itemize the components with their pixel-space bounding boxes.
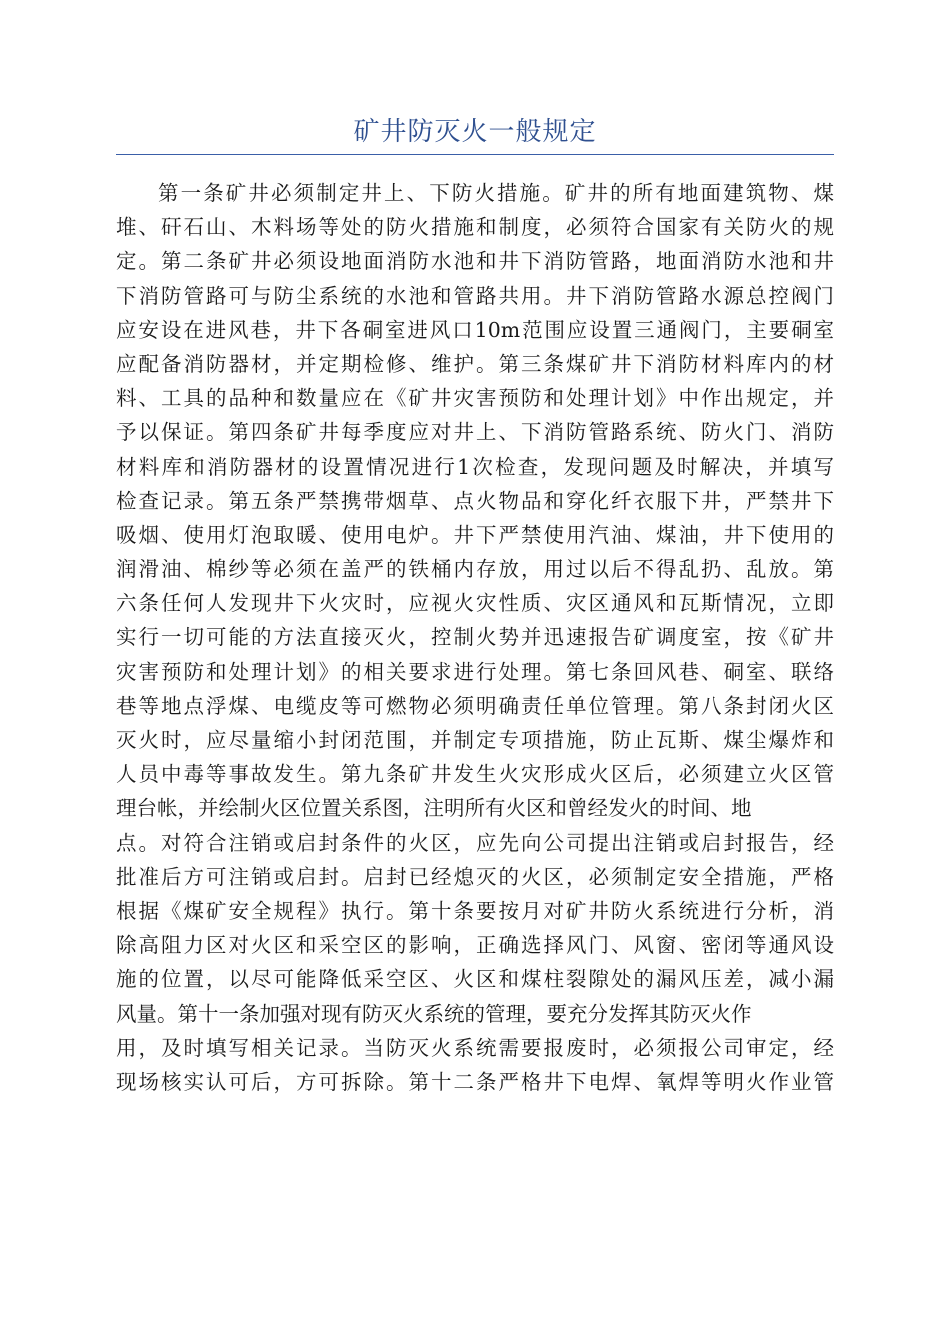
body-line: 人员中毒等事故发生。第九条矿井发生火灾形成火区后，必须建立火区管 (116, 762, 834, 787)
title-underline (116, 154, 834, 155)
body-line: 灭火时，应尽量缩小封闭范围，并制定专项措施，防止瓦斯、煤尘爆炸和 (116, 728, 834, 752)
body-line: 下消防管路可与防尘系统的水池和管路共用。井下消防管路水源总控阀门 (116, 283, 834, 308)
body-line: 应配备消防器材，并定期检修、维护。第三条煤矿井下消防材料库内的材 (116, 351, 834, 376)
body-line: 料、工具的品种和数量应在《矿井灾害预防和处理计划》中作出规定，并 (116, 386, 834, 411)
body-line: 检查记录。第五条严禁携带烟草、点火物品和穿化纤衣服下井，严禁井下 (116, 488, 834, 513)
body-line: 灾害预防和处理计划》的相关要求进行处理。第七条回风巷、硐室、联络 (116, 659, 834, 684)
body-line: 风量。第十一条加强对现有防灭火系统的管理，要充分发挥其防灭火作 (116, 1001, 752, 1026)
body-line: 堆、矸石山、木料场等处的防火措施和制度，必须符合国家有关防火的规 (116, 215, 834, 240)
body-line: 巷等地点浮煤、电缆皮等可燃物必须明确责任单位管理。第八条封闭火区 (116, 693, 834, 718)
body-line: 施的位置，以尽可能降低采空区、火区和煤柱裂隙处的漏风压差，减小漏 (116, 967, 834, 992)
body-line: 理台帐，并绘制火区位置关系图，注明所有火区和曾经发火的时间、地 (116, 796, 752, 821)
body-line: 予以保证。第四条矿井每季度应对井上、下消防管路系统、防火门、消防 (116, 420, 834, 445)
body-line: 用，及时填写相关记录。当防灭火系统需要报废时，必须报公司审定，经 (116, 1035, 834, 1060)
body-line: 定。第二条矿井必须设地面消防水池和井下消防管路，地面消防水池和井 (116, 249, 834, 274)
body-line: 实行一切可能的方法直接灭火，控制火势并迅速报告矿调度室，按《矿井 (116, 625, 834, 650)
body-line: 材料库和消防器材的设置情况进行1次检查，发现问题及时解决，并填写 (116, 454, 834, 479)
body-line: 点。对符合注销或启封条件的火区，应先向公司提出注销或启封报告，经 (116, 830, 834, 855)
body-line: 根据《煤矿安全规程》执行。第十条要按月对矿井防火系统进行分析，消 (116, 898, 834, 923)
body-line: 第一条矿井必须制定井上、下防火措施。矿井的所有地面建筑物、煤 (158, 181, 834, 205)
body-line: 除高阻力区对火区和采空区的影响，正确选择风门、风窗、密闭等通风设 (116, 933, 834, 958)
document-body (116, 176, 834, 1099)
body-line: 批准后方可注销或启封。启封已经熄灭的火区，必须制定安全措施，严格 (116, 864, 834, 889)
body-line: 润滑油、棉纱等必须在盖严的铁桶内存放，用过以后不得乱扔、乱放。第 (116, 557, 834, 582)
body-line: 六条任何人发现井下火灾时，应视火灾性质、灾区通风和瓦斯情况，立即 (116, 591, 834, 616)
body-line: 应安设在进风巷，井下各硐室进风口10m范围应设置三通阀门，主要硐室 (116, 317, 834, 342)
body-line: 现场核实认可后，方可拆除。第十二条严格井下电焊、氧焊等明火作业管 (116, 1069, 834, 1094)
body-line: 吸烟、使用灯泡取暖、使用电炉。井下严禁使用汽油、煤油，井下使用的 (116, 522, 834, 547)
document-title: 矿井防灭火一般规定 (353, 117, 597, 147)
